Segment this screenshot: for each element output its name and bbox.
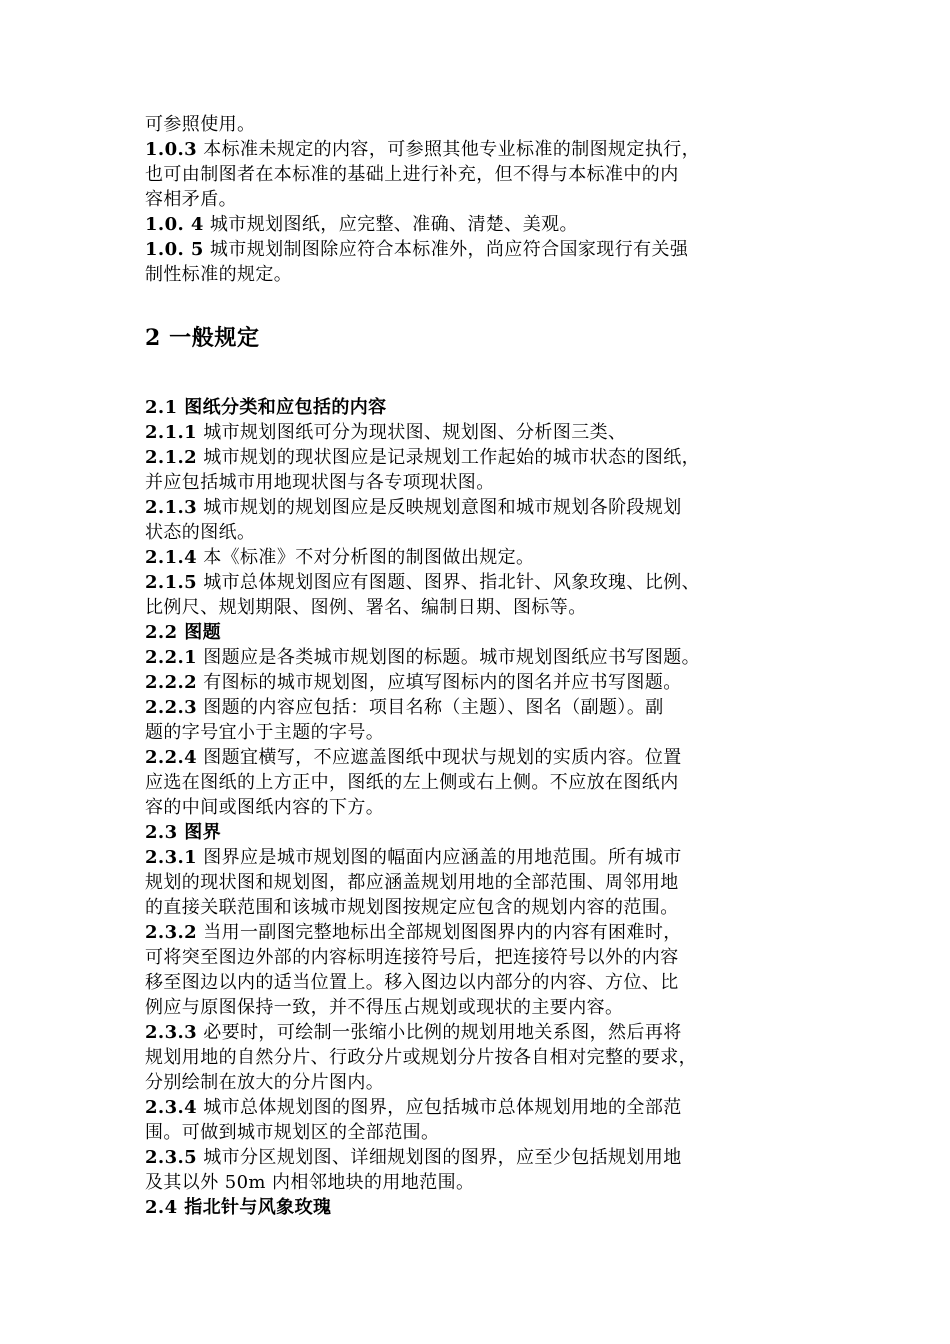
clause-text: 应选在图纸的上方正中，图纸的左上侧或右上侧。不应放在图纸内 <box>145 772 679 793</box>
text-line <box>145 970 825 995</box>
clause-text: 题的字号宜小于主题的字号。 <box>145 722 385 743</box>
clause-text: 分别绘制在放大的分片图内。 <box>145 1072 385 1093</box>
text-line <box>145 470 825 495</box>
clause-text: 城市分区规划图、详细规划图的图界，应至少包括规划用地 <box>203 1147 682 1168</box>
intro-section <box>145 112 825 287</box>
clause-text: 围。可做到城市规划区的全部范围。 <box>145 1122 440 1143</box>
clause-text: 图题 <box>184 622 221 643</box>
section-heading <box>145 620 825 645</box>
chapter-title: 2 一般规定 <box>145 325 260 351</box>
text-line <box>145 1145 825 1170</box>
document-page <box>145 112 825 1220</box>
text-line <box>145 870 825 895</box>
clause-number: 2.1.3 <box>145 497 198 518</box>
text-line <box>145 495 825 520</box>
text-line <box>145 420 825 445</box>
clause-text: 比例尺、规划期限、图例、署名、编制日期、图标等。 <box>145 597 587 618</box>
text-line <box>145 695 825 720</box>
clause-number: 2.3 <box>145 822 178 843</box>
text-line <box>145 237 825 262</box>
text-line <box>145 945 825 970</box>
text-line <box>145 720 825 745</box>
body-section <box>145 395 825 1220</box>
clause-text: 例应与原图保持一致，并不得压占规划或现状的主要内容。 <box>145 997 624 1018</box>
text-line <box>145 845 825 870</box>
text-line <box>145 212 825 237</box>
clause-number: 1.0.3 <box>145 139 198 160</box>
clause-number: 2.4 <box>145 1197 178 1218</box>
clause-text: 规划用地的自然分片、行政分片或规划分片按各自相对完整的要求， <box>145 1047 697 1068</box>
section-heading <box>145 1195 825 1220</box>
text-line <box>145 162 825 187</box>
clause-text: 必要时，可绘制一张缩小比例的规划用地关系图，然后再将 <box>203 1022 682 1043</box>
text-line <box>145 1170 825 1195</box>
clause-text: 城市总体规划图应有图题、图界、指北针、风象玫瑰、比例、 <box>203 572 701 593</box>
clause-text: 城市规划的现状图应是记录规划工作起始的城市状态的图纸， <box>203 447 701 468</box>
clause-number: 1.0. 5 <box>145 239 204 260</box>
text-line <box>145 1120 825 1145</box>
text-line <box>145 920 825 945</box>
clause-text: 城市规划图纸可分为现状图、规划图、分析图三类、 <box>203 422 627 443</box>
text-line <box>145 895 825 920</box>
clause-text: 指北针与风象玫瑰 <box>184 1197 332 1218</box>
clause-text: 状态的图纸。 <box>145 522 256 543</box>
text-line <box>145 745 825 770</box>
text-line <box>145 570 825 595</box>
text-line <box>145 1095 825 1120</box>
clause-number: 2.3.2 <box>145 922 198 943</box>
clause-number: 2.2 <box>145 622 178 643</box>
clause-text: 当用一副图完整地标出全部规划图图界内的内容有困难时， <box>203 922 682 943</box>
clause-text: 本标准未规定的内容，可参照其他专业标准的制图规定执行， <box>203 139 701 160</box>
clause-number: 2.3.5 <box>145 1147 198 1168</box>
clause-text: 城市总体规划图的图界，应包括城市总体规划用地的全部范 <box>203 1097 682 1118</box>
text-line <box>145 670 825 695</box>
text-line <box>145 545 825 570</box>
clause-number: 2.2.4 <box>145 747 198 768</box>
clause-number: 2.3.4 <box>145 1097 198 1118</box>
clause-number: 2.1 <box>145 397 178 418</box>
text-line <box>145 595 825 620</box>
clause-text: 图界 <box>184 822 221 843</box>
text-line <box>145 1020 825 1045</box>
clause-number: 2.1.1 <box>145 422 198 443</box>
section-heading <box>145 395 825 420</box>
text-line <box>145 645 825 670</box>
clause-number: 2.2.2 <box>145 672 198 693</box>
clause-text: 可将突至图边外部的内容标明连接符号后，把连接符号以外的内容 <box>145 947 679 968</box>
text-line <box>145 137 825 162</box>
clause-text: 图题的内容应包括：项目名称（主题）、图名（副题）。副 <box>203 697 664 718</box>
text-line <box>145 1070 825 1095</box>
clause-text: 并应包括城市用地现状图与各专项现状图。 <box>145 472 495 493</box>
text-line <box>145 995 825 1020</box>
text-line <box>145 445 825 470</box>
clause-text: 容相矛盾。 <box>145 189 237 210</box>
text-line <box>145 1045 825 1070</box>
clause-text: 也可由制图者在本标准的基础上进行补充，但不得与本标准中的内 <box>145 164 679 185</box>
section-heading <box>145 820 825 845</box>
clause-number: 2.1.2 <box>145 447 198 468</box>
text-line <box>145 520 825 545</box>
clause-text: 图题宜横写，不应遮盖图纸中现状与规划的实质内容。位置 <box>203 747 682 768</box>
clause-text: 可参照使用。 <box>145 114 256 135</box>
clause-text: 及其以外 50m 内相邻地块的用地范围。 <box>145 1172 475 1193</box>
clause-text: 图纸分类和应包括的内容 <box>184 397 387 418</box>
clause-text: 城市规划制图除应符合本标准外，尚应符合国家现行有关强 <box>209 239 689 260</box>
clause-number: 2.2.1 <box>145 647 198 668</box>
clause-text: 制性标准的规定。 <box>145 264 293 285</box>
clause-text: 城市规划的规划图应是反映规划意图和城市规划各阶段规划 <box>203 497 682 518</box>
clause-text: 规划的现状图和规划图，都应涵盖规划用地的全部范围、周邻用地 <box>145 872 679 893</box>
clause-number: 2.2.3 <box>145 697 198 718</box>
clause-text: 的直接关联范围和该城市规划图按规定应包含的规划内容的范围。 <box>145 897 679 918</box>
clause-number: 2.3.3 <box>145 1022 198 1043</box>
clause-text: 移至图边以内的适当位置上。移入图边以内部分的内容、方位、比 <box>145 972 679 993</box>
text-line <box>145 770 825 795</box>
clause-text: 图界应是城市规划图的幅面内应涵盖的用地范围。所有城市 <box>203 847 682 868</box>
clause-number: 2.1.4 <box>145 547 198 568</box>
text-line <box>145 795 825 820</box>
clause-text: 有图标的城市规划图，应填写图标内的图名并应书写图题。 <box>203 672 682 693</box>
clause-text: 图题应是各类城市规划图的标题。城市规划图纸应书写图题。 <box>203 647 701 668</box>
clause-number: 1.0. 4 <box>145 214 204 235</box>
text-line <box>145 262 825 287</box>
clause-number: 2.3.1 <box>145 847 198 868</box>
text-line <box>145 112 825 137</box>
text-line <box>145 187 825 212</box>
clause-text: 容的中间或图纸内容的下方。 <box>145 797 385 818</box>
clause-text: 城市规划图纸，应完整、准确、清楚、美观。 <box>209 214 578 235</box>
clause-number: 2.1.5 <box>145 572 198 593</box>
clause-text: 本《标准》不对分析图的制图做出规定。 <box>203 547 535 568</box>
